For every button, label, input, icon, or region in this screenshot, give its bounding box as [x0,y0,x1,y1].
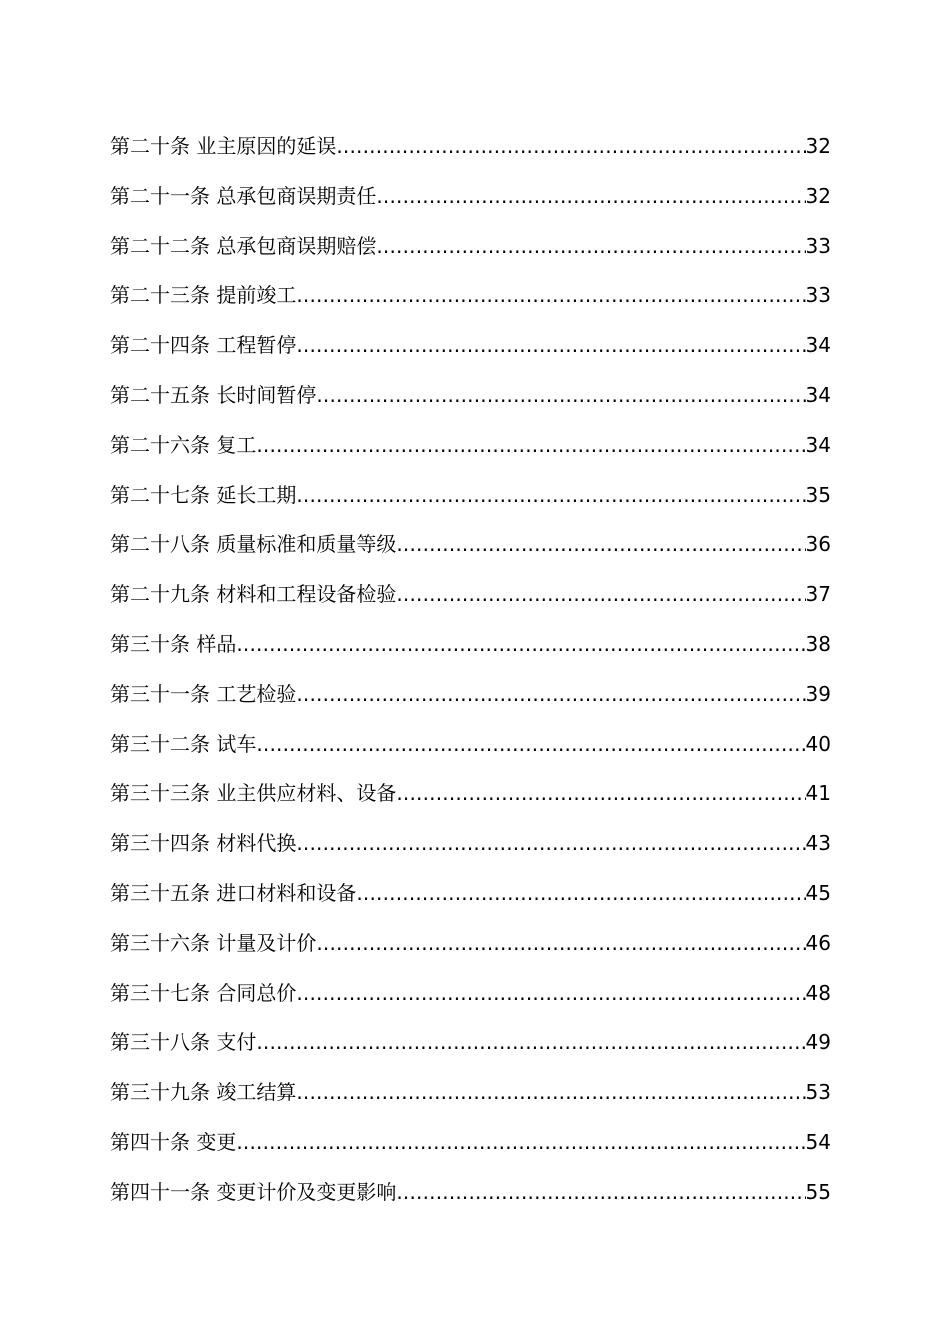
toc-entry-title: 第二十四条 工程暂停 [110,333,297,358]
toc-page-number: 53 [805,1080,831,1105]
toc-entry[interactable] [110,724,831,774]
toc-dot-leader [296,1072,805,1112]
toc-page-number: 37 [805,582,831,607]
toc-entry[interactable] [110,475,831,525]
toc-entry[interactable] [110,574,831,624]
toc-entry-title: 第三十二条 试车 [110,731,257,756]
toc-dot-leader [336,126,805,166]
toc-dot-leader [296,823,805,863]
toc-dot-leader [396,1172,805,1212]
toc-entry-title: 第三十九条 竣工结算 [110,1080,297,1105]
toc-entry[interactable] [110,1072,831,1122]
toc-page-number: 38 [805,631,831,656]
toc-page-number: 34 [805,382,831,407]
toc-page-number: 40 [805,731,831,756]
toc-dot-leader [296,275,805,315]
toc-dot-leader [316,375,805,415]
toc-entry-title: 第三十七条 合同总价 [110,980,297,1005]
toc-page-number: 45 [805,880,831,905]
toc-entry-title: 第三十一条 工艺检验 [110,681,297,706]
toc-entry[interactable] [110,873,831,923]
toc-page-number: 34 [805,432,831,457]
toc-page-number: 41 [805,781,831,806]
toc-dot-leader [256,1022,805,1062]
toc-entry-title: 第二十一条 总承包商误期责任 [110,183,377,208]
toc-entry-title: 第二十九条 材料和工程设备检验 [110,582,397,607]
toc-dot-leader [236,1122,805,1162]
toc-page-number: 55 [805,1179,831,1204]
toc-page-number: 54 [805,1129,831,1154]
toc-entry-title: 第二十七条 延长工期 [110,482,297,507]
toc-entry[interactable] [110,375,831,425]
toc-page-number: 46 [805,930,831,955]
toc-entry-title: 第四十一条 变更计价及变更影响 [110,1179,397,1204]
toc-page-number: 33 [805,283,831,308]
toc-page-number: 39 [805,681,831,706]
toc-entry[interactable] [110,823,831,873]
toc-entry-title: 第三十五条 进口材料和设备 [110,880,357,905]
toc-entry[interactable] [110,674,831,724]
toc-page-number: 33 [805,233,831,258]
toc-dot-leader [356,873,805,913]
toc-entry[interactable] [110,226,831,276]
toc-entry-title: 第二十三条 提前竣工 [110,283,297,308]
toc-entry[interactable] [110,275,831,325]
toc-entry-title: 第二十二条 总承包商误期赔偿 [110,233,377,258]
toc-dot-leader [396,773,805,813]
toc-dot-leader [316,923,805,963]
toc-page-number: 48 [805,980,831,1005]
toc-dot-leader [296,674,805,714]
toc-entry[interactable] [110,973,831,1023]
toc-entry-title: 第二十八条 质量标准和质量等级 [110,532,397,557]
toc-dot-leader [396,524,805,564]
toc-entry-title: 第三十八条 支付 [110,1030,257,1055]
toc-entry[interactable] [110,425,831,475]
toc-entry[interactable] [110,1022,831,1072]
toc-entry-title: 第三十条 样品 [110,631,237,656]
toc-entry-title: 第三十四条 材料代换 [110,831,297,856]
toc-dot-leader [296,475,805,515]
toc-entry-title: 第四十条 变更 [110,1129,237,1154]
toc-entry-title: 第二十六条 复工 [110,432,257,457]
toc-dot-leader [236,624,805,664]
toc-entry-title: 第三十六条 计量及计价 [110,930,317,955]
toc-entry[interactable] [110,923,831,973]
toc-dot-leader [376,226,805,266]
toc-dot-leader [296,973,805,1013]
toc-dot-leader [256,724,805,764]
toc-page-number: 35 [805,482,831,507]
toc-page-number: 32 [805,183,831,208]
toc-page-number: 36 [805,532,831,557]
toc-entry[interactable] [110,325,831,375]
toc-entry[interactable] [110,624,831,674]
toc-page-number: 32 [805,134,831,158]
toc-entry[interactable] [110,524,831,574]
toc-page-number: 49 [805,1030,831,1055]
toc-entry[interactable] [110,1122,831,1172]
toc-entry[interactable] [110,126,831,176]
toc-page-number: 34 [805,333,831,358]
toc-dot-leader [256,425,805,465]
toc-entry[interactable] [110,1172,831,1222]
toc-page-number: 43 [805,831,831,856]
toc-dot-leader [296,325,805,365]
toc-entry[interactable] [110,773,831,823]
toc-dot-leader [376,176,805,216]
toc-entry-title: 第二十五条 长时间暂停 [110,382,317,407]
toc-entry-title: 第二十条 业主原因的延误 [110,134,337,158]
table-of-contents [110,126,831,1222]
toc-entry-title: 第三十三条 业主供应材料、设备 [110,781,397,806]
toc-entry[interactable] [110,176,831,226]
toc-dot-leader [396,574,805,614]
